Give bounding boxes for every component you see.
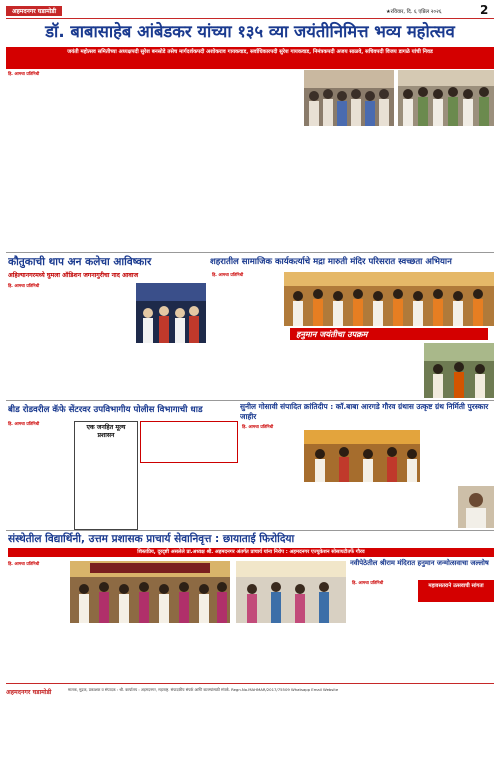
story5-column-2 [304, 484, 360, 528]
story4-headline: बीड रोडवरील कॅफे सेंटरवर उपविभागीय पोलीस विभागाची धाड [8, 405, 203, 415]
story4-byline: हि. आमचा प्रतिनिधी [8, 421, 40, 426]
lead-byline: हि. आमचा प्रतिनिधी [8, 71, 40, 76]
story5-column-4 [424, 424, 494, 484]
story7-column-1 [352, 587, 414, 680]
story5-column-1 [242, 431, 300, 528]
story2-headline: कौतुकाची थाप अन कलेचा आविष्कार [8, 256, 152, 268]
story7-headline: नवीपेठेतील श्रीराम मंदिरात हनुमान जन्मोत्सवाचा जल्लोष [350, 559, 489, 567]
story5-byline: हि. आमचा प्रतिनिधी [242, 424, 274, 429]
story2-column-2 [72, 283, 132, 398]
lead-photo-left [304, 70, 394, 126]
story7-column-2 [418, 605, 494, 680]
story3-column-4 [354, 343, 420, 398]
divider-1 [6, 252, 494, 253]
masthead-bar [6, 5, 494, 19]
story3-banner-text: हनुमान जयंतीचा उपक्रम [296, 329, 368, 339]
story4-highlight [140, 421, 238, 463]
story4-column-3 [190, 464, 236, 528]
page-number: 2 [480, 3, 489, 17]
story6-photo-2 [236, 561, 346, 623]
story3-byline: हि. आमचा प्रतिनिधी [212, 272, 244, 277]
lead-column-4 [238, 71, 298, 250]
story5-portrait [458, 486, 494, 528]
story2-byline: हि. आमचा प्रतिनिधी [8, 283, 40, 288]
lead-caption-2 [354, 129, 400, 250]
story2-column-1 [8, 290, 68, 398]
lead-column-text [8, 78, 9, 82]
story6-photo [70, 561, 230, 623]
story5-headline: सुनील गोसावी संपादित क्रांतिदीप : कॉ.बाबा आरगडे गौरव ग्रंथास उत्कृष्ट ग्रंथ निर्मिती पुरस्कार जाहीर [240, 402, 489, 421]
story6-column-6 [292, 626, 346, 680]
lead-subhead: जयंती महोत्सव समितीच्या अध्यक्षपदी सुरेश बनसोडे तसेच मार्गदर्शकपदी अशोकराव गायकवाड, सर्वाधिकारपदी सुरेश गायकवाड, निमंत्रकपदी अजय साळवे, सचिवपदी विजय डागळे यांची निवड [6, 47, 494, 69]
story6-column-5 [236, 626, 288, 680]
story6-byline: हि. आमचा प्रतिनिधी [8, 561, 40, 566]
story3-photo [284, 272, 494, 326]
story6-headline: संस्थेतील विद्यार्थिनी, उत्तम प्रशासक प्राचार्य सेवानिवृत्त : छायाताई फिरोदिया [8, 533, 295, 545]
story5-photo [304, 430, 420, 482]
story7-box-text: महावसतराने उत्सवाची सांगता [428, 583, 484, 589]
story4-column-2 [140, 464, 186, 528]
story2-subhead: अहिल्यानगरमध्ये घुमला ऑडिशन जगनागुरीचा नाद आवाज [8, 272, 139, 279]
story3-banner [290, 328, 488, 340]
story7-byline: हि. आमचा प्रतिनिधी [352, 580, 384, 585]
story6-column-3 [124, 626, 176, 680]
lead-caption-4 [452, 129, 494, 250]
story6-column-1 [8, 568, 66, 680]
story6-column-2 [70, 626, 120, 680]
divider-2 [6, 400, 494, 401]
story3-headline: शहरातील सामाजिक कार्यकर्त्याचे मद्रा मारुती मंदिर परिसरात स्वच्छता अभियान [210, 257, 452, 267]
story2-column-3 [136, 346, 206, 398]
story3-column-3 [284, 343, 350, 398]
story2-photo [136, 283, 206, 343]
lead-column-1 [8, 78, 80, 250]
story4-box [74, 421, 138, 530]
story6-column-4 [180, 626, 232, 680]
story4-box-title: एक जनहित मूल्य प्रशासन [86, 424, 126, 439]
story4-column-1 [8, 428, 70, 528]
lead-headline: डॉ. बाबासाहेब आंबेडकर यांच्या १३५ व्या जयंतीनिमित्त भव्य महोत्सव [45, 22, 455, 41]
lead-column-3 [162, 71, 232, 250]
paper-name-tag: अहमदनगर घडामोडी [6, 6, 62, 16]
story6-subhead: शिस्तप्रिय, दूरदृष्टी असलेले प्रा.अध्यक्ष श्री. अहमदनगर अंतर्गत प्राचार्य यांना निरोप : अहमदनगर एज्युकेशन सोसायटीतर्फे गौरव [8, 548, 494, 557]
footer [6, 683, 494, 776]
story5-column-3 [364, 484, 420, 528]
story7-box [418, 580, 494, 602]
lead-caption-3 [404, 129, 448, 250]
lead-caption-1 [304, 129, 350, 250]
lead-column-2 [86, 71, 156, 250]
lead-photo-right [398, 70, 494, 126]
story3-column-1 [212, 279, 280, 318]
footer-imprint: मालक, मुद्रक, प्रकाशक व संपादक : श्री. कार्यालय : अहमदनगर, महाराष्ट्र. संपादकीय संपर्क आणि बातम्यांसाठी संपर्क. Regn.No.MAHMAR/2017/75509 Whatsapp Email Website [68, 687, 339, 692]
story3-column-2 [212, 322, 278, 398]
story3-photo-2 [424, 343, 494, 398]
date-line: ★रविवार, दि. ६ एप्रिल २०२६ [386, 9, 442, 15]
footer-paper-name: अहमदनगर घडामोडी [6, 689, 52, 696]
